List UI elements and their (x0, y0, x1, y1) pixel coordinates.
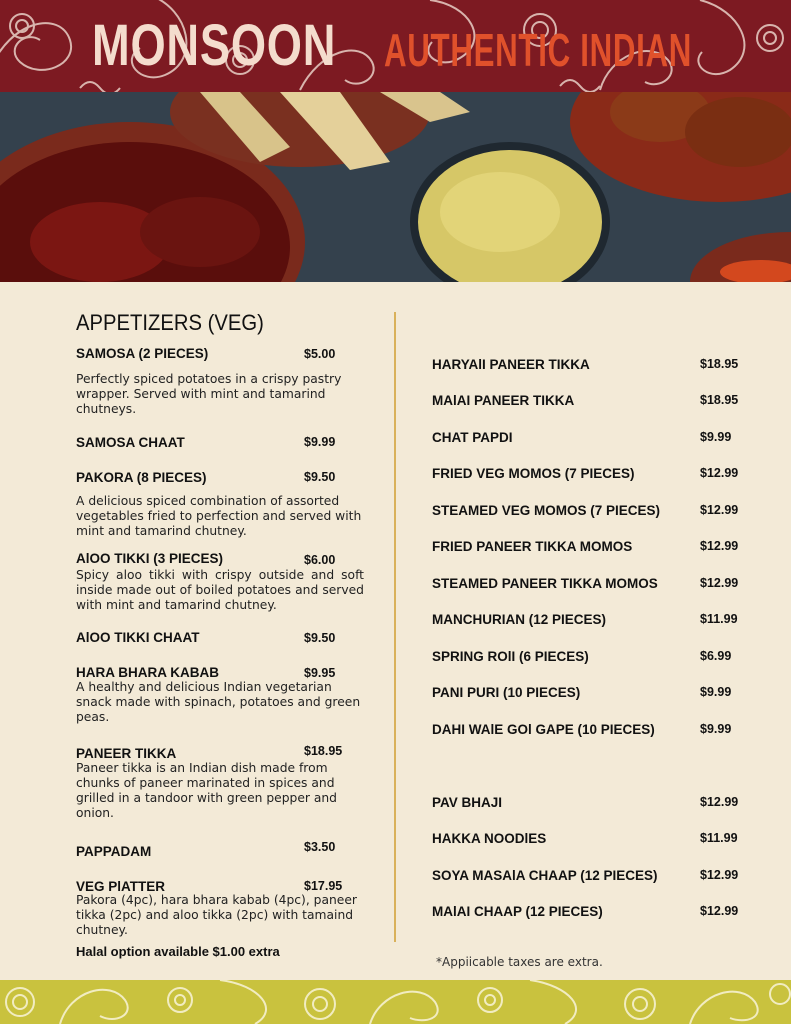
header-banner (0, 0, 791, 92)
menu-item-price: $9.50 (304, 631, 336, 645)
menu-item-price: $17.95 (304, 879, 343, 893)
menu-item-name: VEG PlATTER (76, 879, 166, 894)
menu-item-price: $12.99 (700, 503, 739, 517)
menu-item-price: $12.99 (700, 904, 739, 918)
menu-item-name: SAMOSA (2 PIECES) (76, 346, 209, 361)
menu-item-price: $12.99 (700, 795, 739, 809)
menu-item-name: MAlAI PANEER TIKKA (432, 393, 575, 408)
menu-item-name: HAKKA NOODlES (432, 831, 547, 846)
menu-item-price: $6.99 (700, 649, 732, 663)
menu-item-name: AlOO TIKKI (3 PIECES) (76, 551, 224, 566)
menu-item-name: PAV BHAJI (432, 795, 503, 810)
menu-item-price: $11.99 (700, 831, 738, 845)
food-illustration (0, 92, 791, 282)
menu-item-description: Spicy aloo tikki with crispy outside and soft inside made out of boiled potatoes and served with mint and tamarind chutney. (76, 568, 364, 612)
menu-item-price: $11.99 (700, 612, 738, 626)
menu-item-price: $5.00 (304, 347, 336, 361)
menu-item-name: STEAMED PANEER TIKKA MOMOS (432, 576, 658, 591)
menu-item-price: $9.99 (700, 430, 732, 444)
menu-item-name: SPRING ROlI (6 PIECES) (432, 649, 589, 664)
menu-item-name: HARYAlI PANEER TIKKA (432, 357, 590, 372)
menu-item-price: $12.99 (700, 539, 739, 553)
menu-item-name: PAPPADAM (76, 844, 152, 859)
menu-item-name: CHAT PAPDI (432, 430, 513, 445)
menu-item-name: FRIED PANEER TIKKA MOMOS (432, 539, 633, 554)
menu-item-name: SOYA MASAlA CHAAP (12 PIECES) (432, 868, 658, 883)
menu-item-price: $9.99 (700, 685, 732, 699)
menu-item-name: MAlAI CHAAP (12 PIECES) (432, 904, 603, 919)
menu-item-price: $9.95 (304, 666, 336, 680)
column-divider (394, 312, 396, 942)
menu-item-price: $12.99 (700, 576, 739, 590)
menu-item-name: FRIED VEG MOMOS (7 PIECES) (432, 466, 635, 481)
menu-item-name: SAMOSA CHAAT (76, 435, 185, 450)
restaurant-name: MONSOON (92, 13, 337, 78)
food-photo (0, 92, 791, 282)
menu-item-name: HARA BHARA KABAB (76, 665, 219, 680)
menu-item-price: $18.95 (304, 744, 343, 758)
menu-item-name: PANEER TIKKA (76, 746, 177, 761)
menu-item-name: PAKORA (8 PIECES) (76, 470, 207, 485)
menu-item-description: Paneer tikka is an Indian dish made from chunks of paneer marinated in spices and grilled in a tandoor with green pepper and onion. (76, 761, 337, 820)
menu-item-price: $6.00 (304, 553, 336, 567)
menu-item-description: A delicious spiced combination of assorted vegetables fried to perfection and served with mint and tamarind chutney. (76, 494, 362, 538)
halal-note: Halal option available $1.00 extra (76, 944, 280, 959)
menu-item-name: MANCHURIAN (12 PIECES) (432, 612, 607, 627)
menu-item-name: DAHI WAlE GOl GAPE (10 PIECES) (432, 722, 655, 737)
menu-item-description: Pakora (4pc), hara bhara kabab (4pc), paneer tikka (2pc) and aloo tikka (2pc) with tamaind chutney. (76, 893, 357, 937)
restaurant-tagline: AUTHENTIC INDIAN (384, 24, 693, 76)
menu-item-price: $18.95 (700, 357, 739, 371)
menu-item-price: $12.99 (700, 466, 739, 480)
menu-item-price: $3.50 (304, 840, 336, 854)
taxes-note: *Appiicable taxes are extra. (436, 955, 603, 969)
menu-item-price: $9.50 (304, 470, 336, 484)
menu-item-price: $18.95 (700, 393, 739, 407)
menu-item-price: $12.99 (700, 868, 739, 882)
section-title: APPETIZERS (VEG) (76, 310, 264, 335)
paisley-pattern (0, 980, 791, 1024)
menu-item-description: Perfectly spiced potatoes in a crispy pastry wrapper. Served with mint and tamarind chutneys. (76, 372, 342, 416)
menu-item-name: AlOO TIKKI CHAAT (76, 630, 200, 645)
footer-banner (0, 980, 791, 1024)
menu-item-name: PANI PURI (10 PIECES) (432, 685, 581, 700)
menu-body (0, 282, 791, 980)
menu-item-description: A healthy and delicious Indian vegetarian snack made with spinach, potatoes and green peas. (76, 680, 361, 724)
menu-item-price: $9.99 (304, 435, 336, 449)
menu-item-price: $9.99 (700, 722, 732, 736)
menu-item-name: STEAMED VEG MOMOS (7 PIECES) (432, 503, 661, 518)
